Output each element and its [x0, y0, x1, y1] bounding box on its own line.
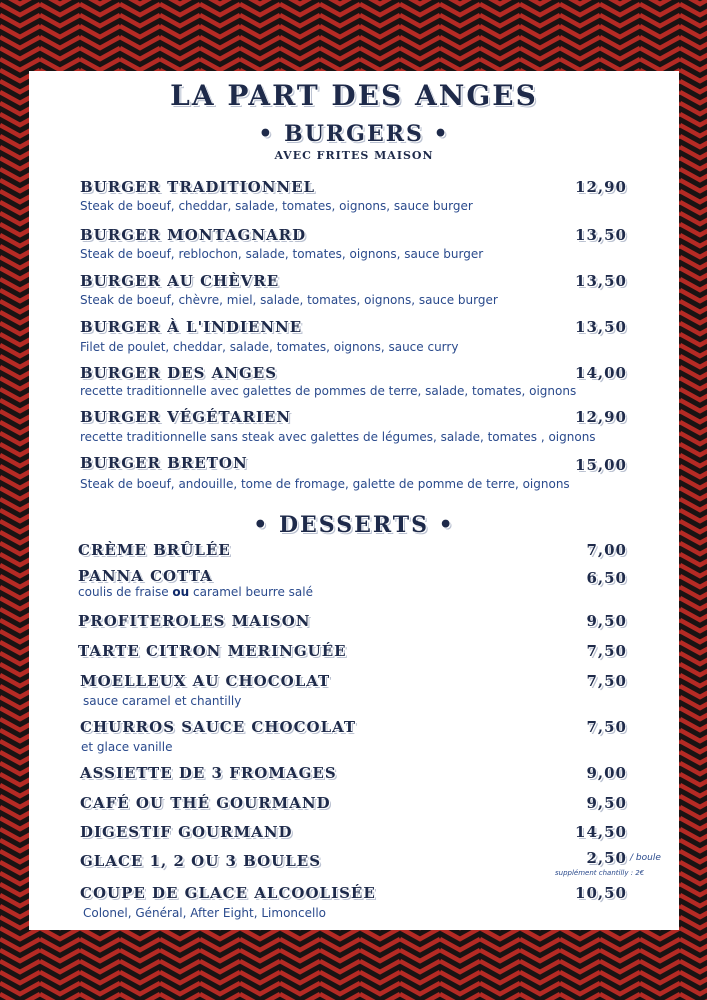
burgers-subtitle: AVEC FRITES MAISON	[274, 149, 434, 162]
dessert-price: 9,50	[586, 794, 627, 812]
burger-name: BURGER MONTAGNARD	[80, 226, 307, 244]
dessert-price: 10,50	[575, 884, 627, 902]
burger-name: BURGER À L'INDIENNE	[80, 318, 303, 336]
burgers-heading: • BURGERS •	[258, 121, 450, 147]
restaurant-title: LA PART DES ANGES	[170, 79, 538, 112]
burger-description: Steak de boeuf, cheddar, salade, tomates, oignons, sauce burger	[80, 199, 473, 213]
dessert-name: MOELLEUX AU CHOCOLAT	[80, 672, 331, 690]
dessert-name: TARTE CITRON MERINGUÉE	[78, 642, 347, 660]
burger-description: Steak de boeuf, chèvre, miel, salade, tomates, oignons, sauce burger	[80, 293, 498, 307]
burger-name: BURGER AU CHÈVRE	[80, 272, 280, 290]
dessert-name: PROFITEROLES MAISON	[78, 612, 311, 630]
dessert-description: et glace vanille	[81, 740, 173, 754]
burger-name: BURGER TRADITIONNEL	[80, 178, 316, 196]
burger-price: 13,50	[575, 226, 627, 244]
dessert-price: 7,00	[586, 541, 627, 559]
burger-name: BURGER BRETON	[80, 454, 248, 472]
burger-description: Filet de poulet, cheddar, salade, tomates, oignons, sauce curry	[80, 340, 459, 354]
dessert-name: PANNA COTTA	[78, 567, 213, 585]
dessert-price: 9,00	[586, 764, 627, 782]
dessert-price: 7,50	[586, 718, 627, 736]
dessert-price: 14,50	[575, 823, 627, 841]
dessert-price: 9,50	[586, 612, 627, 630]
dessert-name: GLACE 1, 2 OU 3 BOULES	[80, 852, 322, 870]
dessert-description: Colonel, Général, After Eight, Limoncello	[83, 906, 327, 920]
dessert-price: 2,50	[586, 849, 627, 867]
burger-price: 14,00	[575, 364, 627, 382]
dessert-description: sauce caramel et chantilly	[83, 694, 242, 708]
burger-name: BURGER VÉGÉTARIEN	[80, 408, 292, 426]
dessert-name: CAFÉ OU THÉ GOURMAND	[80, 794, 331, 812]
burger-description: recette traditionnelle sans steak avec galettes de légumes, salade, tomates , oignons	[80, 430, 596, 444]
burger-price: 12,90	[575, 408, 627, 426]
burger-price: 15,00	[575, 456, 627, 474]
dessert-price: 7,50	[586, 642, 627, 660]
dessert-price: 7,50	[586, 672, 627, 690]
burger-description: recette traditionnelle avec galettes de pommes de terre, salade, tomates, oignons	[80, 384, 577, 398]
dessert-price: 6,50	[586, 569, 627, 587]
burger-price: 13,50	[575, 272, 627, 290]
dessert-name: CHURROS SAUCE CHOCOLAT	[80, 718, 357, 736]
burger-price: 13,50	[575, 318, 627, 336]
burger-description: Steak de boeuf, reblochon, salade, tomates, oignons, sauce burger	[80, 247, 484, 261]
desserts-heading: • DESSERTS •	[253, 512, 455, 538]
dessert-name: CRÈME BRÛLÉE	[78, 541, 231, 559]
burger-description: Steak de boeuf, andouille, tome de fromage, galette de pomme de terre, oignons	[80, 477, 570, 491]
chantilly-supplement-note: supplément chantilly : 2€	[555, 869, 645, 877]
dessert-name: DIGESTIF GOURMAND	[80, 823, 293, 841]
dessert-name: ASSIETTE DE 3 FROMAGES	[80, 764, 337, 782]
burger-price: 12,90	[575, 178, 627, 196]
menu-panel	[29, 71, 679, 930]
price-unit-note: / boule	[630, 853, 661, 863]
dessert-description: coulis de fraise ou caramel beurre salé	[78, 585, 313, 599]
dessert-name: COUPE DE GLACE ALCOOLISÉE	[80, 884, 376, 902]
burger-name: BURGER DES ANGES	[80, 364, 278, 382]
